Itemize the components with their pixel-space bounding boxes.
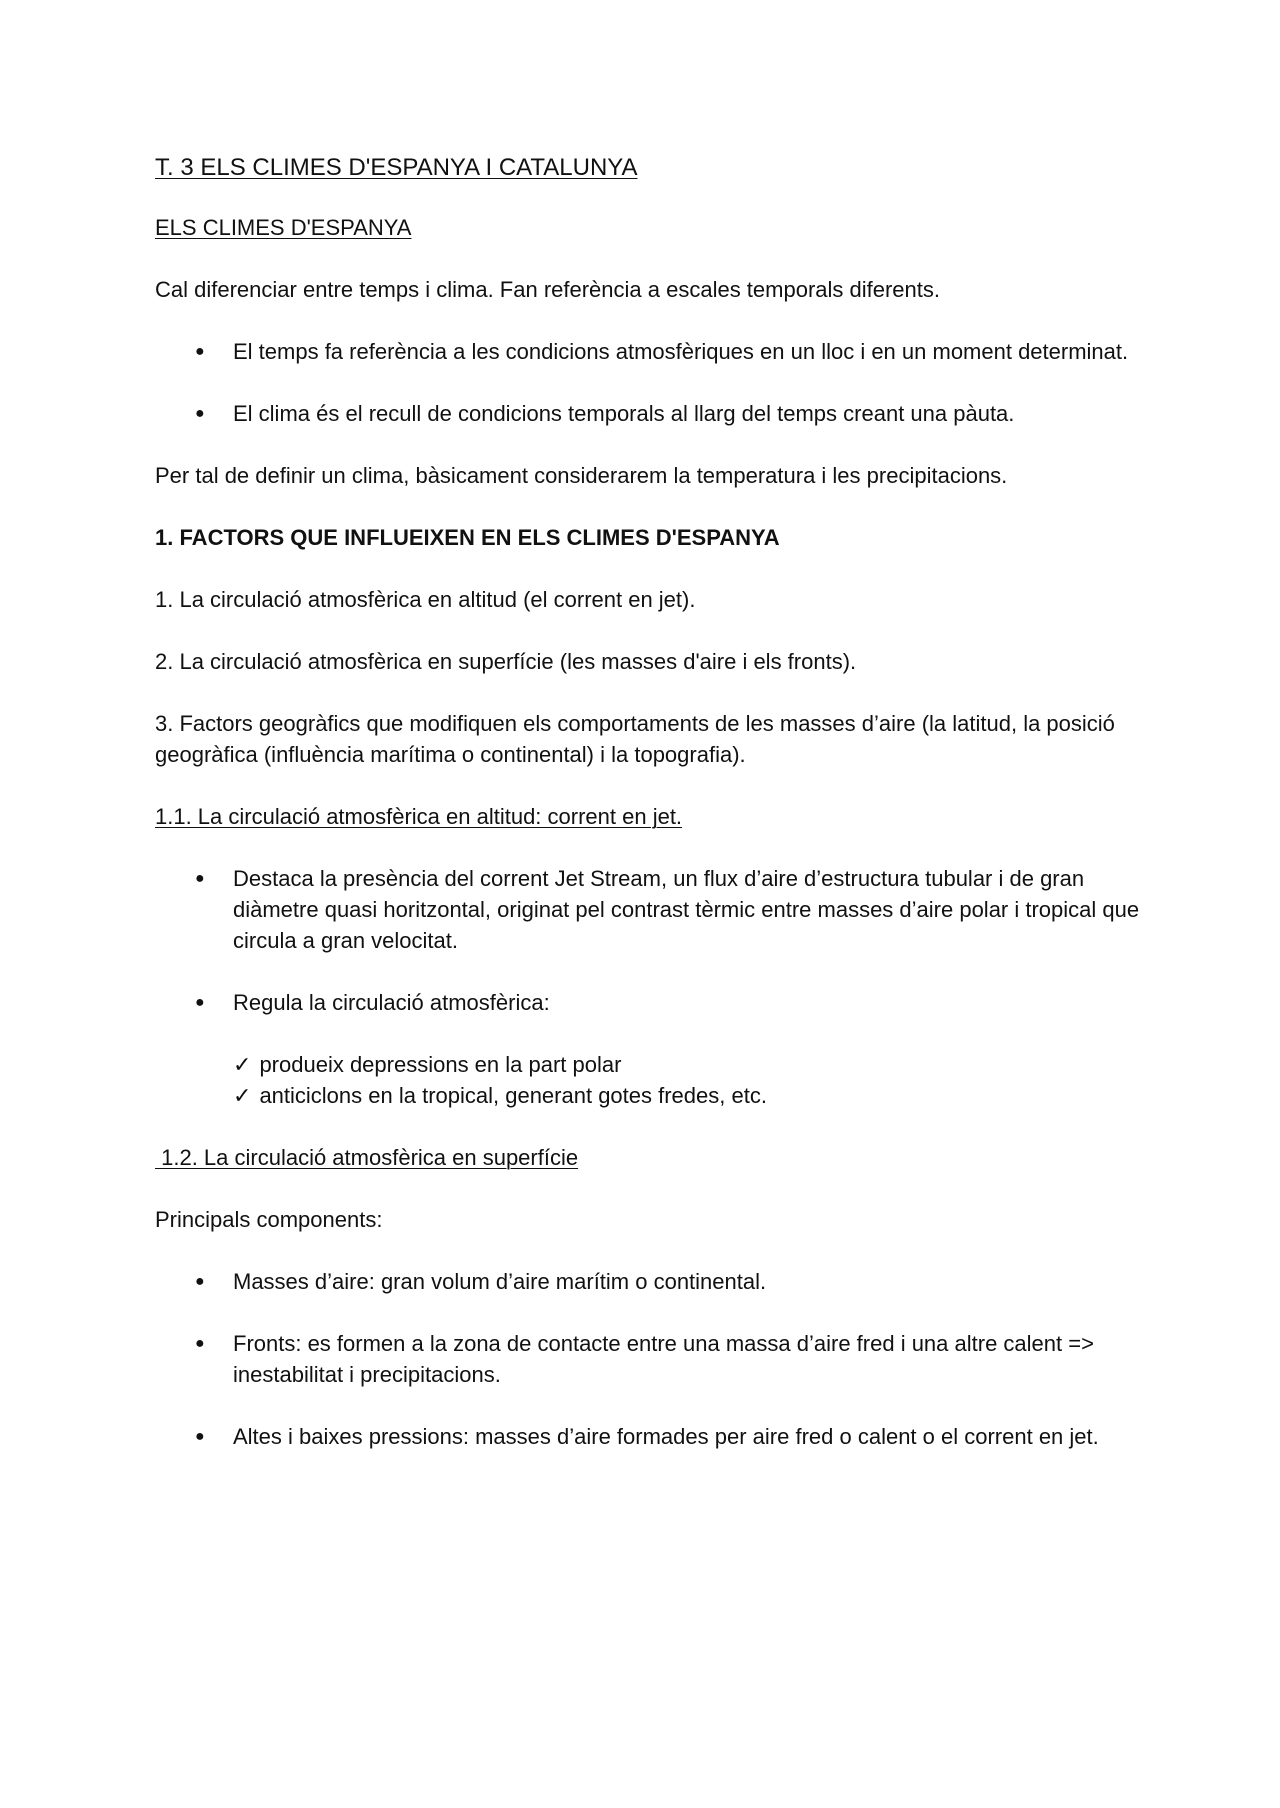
list-item-text: Fronts: es formen a la zona de contacte entre una massa d’aire fred i una altre calent => inestabilitat i precipitacions. (233, 1331, 1094, 1387)
check-icon: ✓ (233, 1052, 252, 1077)
bullet-icon: ● (195, 1273, 205, 1290)
factor-item: 1. La circulació atmosfèrica en altitud (el corrent en jet). (155, 587, 696, 612)
checklist-item (233, 1080, 1140, 1111)
bullet-icon: ● (195, 994, 205, 1011)
check-icon: ✓ (233, 1083, 252, 1108)
define-paragraph: Per tal de definir un clima, bàsicament considerarem la temperatura i les precipitacions. (155, 463, 1008, 488)
list-item (155, 1266, 1140, 1297)
subsection-1-heading: 1.1. La circulació atmosfèrica en altitud: corrent en jet. (155, 804, 683, 829)
list-item (155, 987, 1140, 1018)
list-item (155, 1421, 1140, 1452)
intro-bullet-list (155, 336, 1140, 429)
list-item (155, 1328, 1140, 1390)
intro-paragraph: Cal diferenciar entre temps i clima. Fan referència a escales temporals diferents. (155, 277, 941, 302)
list-item-text: Altes i baixes pressions: masses d’aire formades per aire fred o calent o el corrent en jet. (233, 1424, 1099, 1449)
subsection-1-bullet-list (155, 863, 1140, 1018)
bullet-icon: ● (195, 405, 205, 422)
document-title: T. 3 ELS CLIMES D'ESPANYA I CATALUNYA (155, 154, 638, 181)
bullet-icon: ● (195, 1428, 205, 1445)
document-page (155, 152, 1140, 1483)
subsection-2-heading: 1.2. La circulació atmosfèrica en superfície (155, 1145, 579, 1170)
list-item-text: El temps fa referència a les condicions atmosfèriques en un lloc i en un moment determinat. (233, 339, 1129, 364)
checklist-item-text: produeix depressions en la part polar (259, 1052, 622, 1077)
bullet-icon: ● (195, 343, 205, 360)
bullet-icon: ● (195, 870, 205, 887)
list-item (155, 398, 1140, 429)
checklist-item (233, 1049, 1140, 1080)
list-item-text: Destaca la presència del corrent Jet Stream, un flux d’aire d’estructura tubular i de gran diàmetre quasi horitzontal, originat pel contrast tèrmic entre masses d’aire polar i tropical que circula a gran velocitat. (233, 866, 1140, 953)
bullet-icon: ● (195, 1335, 205, 1352)
factors-heading: 1. FACTORS QUE INFLUEIXEN EN ELS CLIMES D'ESPANYA (155, 525, 780, 550)
list-item-text: Masses d’aire: gran volum d’aire marítim o continental. (233, 1269, 767, 1294)
list-item-text: El clima és el recull de condicions temporals al llarg del temps creant una pàuta. (233, 401, 1015, 426)
factor-item: 3. Factors geogràfics que modifiquen els comportaments de les masses d’aire (la latitud, la posició geogràfica (influència marítima o continental) i la topografia). (155, 711, 1115, 767)
list-item (155, 863, 1140, 956)
list-item (155, 336, 1140, 367)
list-item-text: Regula la circulació atmosfèrica: (233, 990, 550, 1015)
section-heading: ELS CLIMES D'ESPANYA (155, 215, 412, 240)
checklist-item-text: anticiclons en la tropical, generant gotes fredes, etc. (259, 1083, 767, 1108)
subsection-2-bullet-list (155, 1266, 1140, 1452)
components-label: Principals components: (155, 1207, 383, 1232)
factor-item: 2. La circulació atmosfèrica en superfície (les masses d'aire i els fronts). (155, 649, 857, 674)
checklist (155, 1049, 1140, 1111)
